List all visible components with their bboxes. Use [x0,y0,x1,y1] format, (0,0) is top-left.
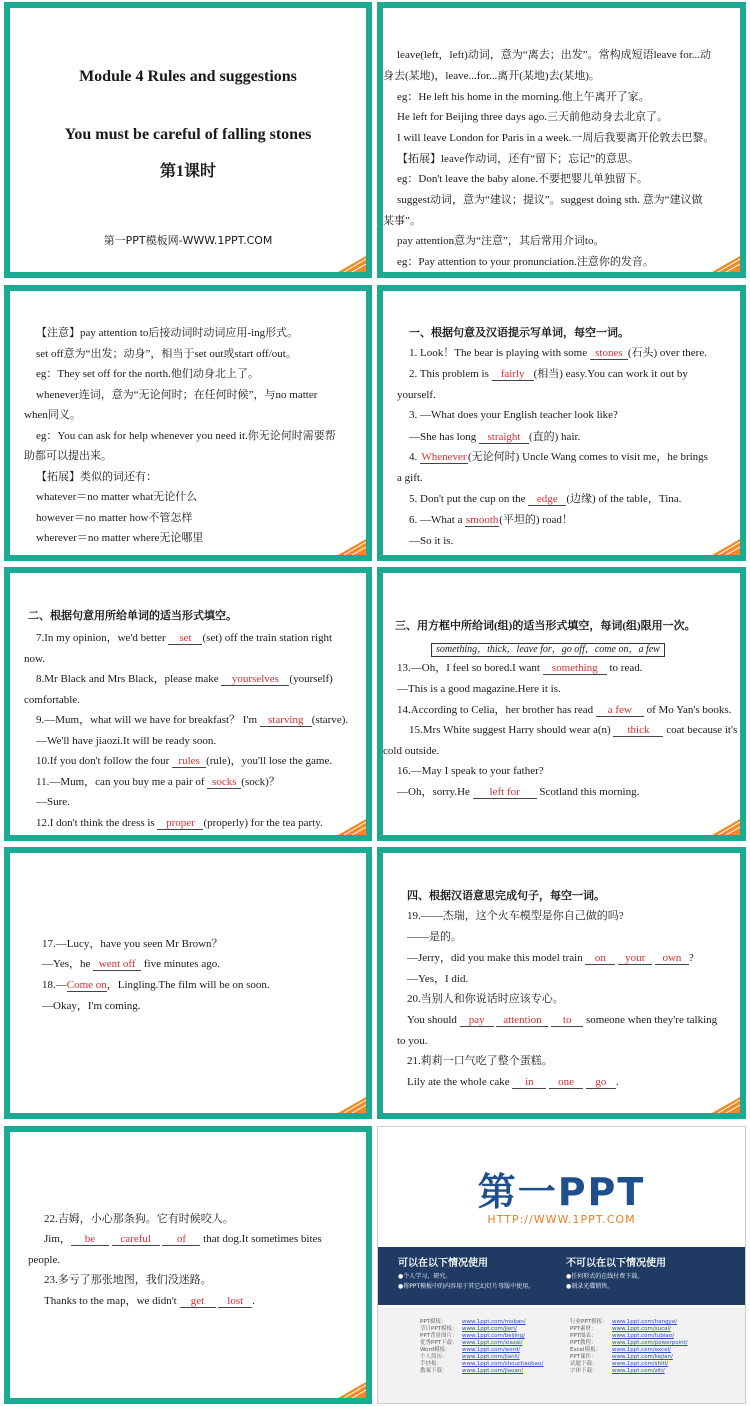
question-10: 10.If you don't follow the four rules (rule)，you'll lose the game. [36,755,333,767]
section-heading: 二、根据句意用所给单词的适当形式填空。 [28,610,237,622]
can-use-item: ●将PPT模板中的内容用于其它幻灯片母版中使用。 [398,1283,535,1290]
text-line: 【拓展】leave作动词，还有“留下；忘记”的意思。 [397,153,639,165]
text-line: whatever＝no matter what无论什么 [36,491,198,503]
answer-23-1: get [180,1295,216,1308]
text-line: eg：They set off for the north.他们动身北上了。 [36,368,259,380]
text-line: He left for Beijing three days ago.三天前他动身去北京了。 [397,111,668,123]
question-17-reply: —Yes，he went off five minutes ago. [42,958,220,970]
answer-4: Whenever [421,451,467,463]
question-19: 19.——杰瑞，这个火车模型是你自己做的吗? [407,910,624,922]
link-row[interactable]: PPT模板： www.1ppt.com/moban/ [420,1319,526,1325]
question-11-reply: —Sure. [36,796,70,808]
question-7: 7.In my opinion，we'd better set (set) off the train station right [36,632,333,644]
answer-22-1: be [71,1233,109,1246]
can-use-title: 可以在以下情况使用 [398,1258,488,1269]
section-heading: 三、用方框中所给词(组)的适当形式填空，每词(组)限用一次。 [395,620,696,632]
cannot-use-item: ●任何形式的在线付费下载。 [566,1273,644,1280]
unit-title: You must be careful of falling stones [64,126,312,143]
text-line: 【注意】pay attention to后接动词时动词应用-ing形式。 [36,327,299,339]
question-12: 12.I don't think the dress is proper (properly) for the tea party. [36,817,323,829]
answer-22-2: careful [112,1233,160,1246]
word-box: something，thick，leave for，go off，come on，a few [431,643,665,657]
answer-20-2: attention [496,1014,548,1027]
question-4: 4. Whenever(无论何时) Uncle Wang comes to visit me，he brings [409,451,708,463]
question-15: 15.Mrs White suggest Harry should wear a(n) thick coat because it's [409,724,738,736]
answer-2: fairly [492,368,534,381]
corner-decoration [712,819,740,835]
question-16: 16.—May I speak to your father? [397,765,544,777]
question-2-cont: yourself. [397,389,436,401]
question-22: 22.吉姆，小心那条狗。它有时候咬人。 [44,1213,234,1225]
answer-10: rules [172,755,206,768]
answer-17: went off [93,958,141,971]
link-row[interactable]: 字体下载： www.1ppt.com/ziti/ [570,1368,665,1374]
text-line: whenever连词，意为“无论何时；在任何时候”，与no matter [36,389,318,401]
question-13: 13.—Oh，I feel so bored.I want something to read. [397,662,643,674]
question-4-cont: a gift. [397,472,423,484]
text-line: eg：Pay attention to your pronunciation.注意你的发音。 [397,256,654,268]
link-row[interactable]: 节日PPT模板： www.1ppt.com/jieri/ [420,1326,517,1332]
link-row[interactable]: 教案下载： www.1ppt.com/jiaoan/ [420,1368,524,1374]
slide-footer: 第一PPT模板网-WWW.1PPT.COM [103,234,273,247]
question-9: 9.—Mum，what will we have for breakfast？ I'm starving (starve). [36,714,349,726]
corner-decoration [338,1382,366,1398]
corner-decoration [338,1097,366,1113]
answer-19-1: on [585,952,615,965]
question-8: 8.Mr Black and Mrs Black，please make yourselves (yourself) [36,673,333,685]
question-22-line3: people. [28,1254,61,1266]
slide-exercise-4 [377,847,746,1119]
question-20: 20.当别人和你说话时应该专心。 [407,993,564,1005]
link-row[interactable]: PPT课件： www.1ppt.com/kejian/ [570,1354,673,1360]
question-9-reply: —We'll have jiaozi.It will be ready soon. [36,735,217,747]
link-row[interactable]: 手抄报： www.1ppt.com/shouchaobao/ [420,1361,544,1367]
answer-11: socks [207,776,241,789]
answer-7: set [168,632,202,645]
text-line: eg：He left his home in the morning.他上午离开了家。 [397,91,650,103]
links-panel [378,1307,745,1403]
answer-13: something [543,662,607,675]
cannot-use-title: 不可以在以下情况使用 [566,1258,666,1269]
cannot-use-item: ●刻录光碟销售。 [566,1283,614,1290]
answer-16: left for [473,786,537,799]
question-18: 18.—Come on，Lingling.The film will be on soon. [42,979,270,991]
question-15-cont: cold outside. [383,745,440,757]
text-line: leave(left，left)动词，意为“离去；出发”。常构成短语leave for...动 [397,49,712,61]
link-row[interactable]: PPT背景图片： www.1ppt.com/beijing/ [420,1333,526,1339]
answer-5: edge [528,493,566,506]
question-17: 17.—Lucy，have you seen Mr Brown？ [42,938,223,950]
link-row[interactable]: Word模板： www.1ppt.com/word/ [420,1347,521,1353]
usage-banner [378,1247,745,1305]
link-row[interactable]: PPT教程： www.1ppt.com/powerpoint/ [570,1340,688,1346]
text-line: 身去(某地)，leave...for...离开(某地)去(某地)。 [383,70,600,82]
link-row[interactable]: 优秀PPT下载： www.1ppt.com/xiazai/ [420,1340,523,1346]
brand-url[interactable]: HTTP://WWW.1PPT.COM [487,1213,636,1226]
slide-exercise-2 [4,567,372,841]
question-23: 23.多亏了那张地图，我们没迷路。 [44,1274,212,1286]
slide-title [4,2,372,278]
question-20-line2: You should pay attention to someone when they're talking [407,1014,718,1026]
links-right [570,1319,688,1375]
question-5: 5. Don't put the cup on the edge (边缘) of the table，Tina. [409,493,682,505]
question-21: 21.莉莉一口气吃了整个蛋糕。 [407,1055,553,1067]
question-21-line2: Lily ate the whole cake in one go . [407,1076,619,1088]
answer-1: stones [590,347,628,360]
answer-19-2: your [618,952,652,965]
section-heading: 四、根据汉语意思完成句子，每空一词。 [407,890,605,902]
answer-18: Come on [66,979,107,991]
text-line: set off意为“出发；动身”，相当于set out或start off/out。 [36,348,297,360]
text-line: however＝no matter how不管怎样 [36,512,193,524]
question-19-line4: —Yes，I did. [407,973,469,985]
question-23-line2: Thanks to the map，we didn't get lost . [44,1295,255,1307]
answer-14: a few [596,704,644,717]
text-line: pay attention意为“注意”，其后常用介词to。 [397,235,605,247]
question-18-reply: —Okay，I'm coming. [42,1000,141,1012]
question-1: 1. Look！The bear is playing with some stones (石头) over there. [409,347,707,359]
corner-decoration [712,1097,740,1113]
answer-3: straight [479,431,529,444]
text-line: 【拓展】类似的词还有： [36,471,157,483]
text-line: I will leave London for Paris in a week.一周后我要离开伦敦去巴黎。 [397,132,715,144]
question-8-cont: comfortable. [24,694,80,706]
question-19-line2: ——是的。 [407,931,462,943]
links-left [420,1319,543,1375]
can-use-item: ●个人学习、研究。 [398,1273,452,1280]
link-row[interactable]: PPT图表： www.1ppt.com/tubiao/ [570,1333,674,1339]
corner-decoration [338,256,366,272]
answer-21-1: in [512,1076,546,1089]
answer-21-3: go [586,1076,616,1089]
slide-exercise-4-cont [4,1126,372,1404]
question-7-cont: now. [24,653,45,665]
answer-22-3: of [162,1233,200,1246]
slide-vocab-setoff [4,285,372,561]
answer-9: starving [260,714,312,727]
question-3: 3. —What does your English teacher look like? [409,409,618,421]
text-line: suggest动词，意为“建议；提议”。suggest doing sth. 意为“建议做 [397,194,703,206]
slide-exercise-1 [377,285,746,561]
text-line: 某事”。 [383,215,421,227]
corner-decoration [712,256,740,272]
module-title: Module 4 Rules and suggestions [79,68,297,85]
corner-decoration [338,539,366,555]
slide-exercise-3 [377,567,746,841]
answer-20-3: to [551,1014,583,1027]
answer-12: proper [157,817,203,830]
question-6-reply: —So it is. [409,535,454,547]
text-line: wherever＝no matter where无论哪里 [36,532,204,544]
link-row[interactable]: 个人简历： www.1ppt.com/jianli/ [420,1354,520,1360]
slide-vocab-leave [377,2,746,278]
question-19-line3: —Jerry，did you make this model train on your own ? [407,952,694,964]
link-row[interactable]: 行业PPT模板： www.1ppt.com/hangye/ [570,1319,678,1325]
link-row[interactable]: 试题下载： www.1ppt.com/shiti/ [570,1361,669,1367]
question-13-reply: —This is a good magazine.Here it is. [397,683,561,695]
corner-decoration [712,539,740,555]
text-line: eg：Don't leave the baby alone.不要把婴儿单独留下。 [397,173,648,185]
link-row[interactable]: PPT素材： www.1ppt.com/sucai/ [570,1326,671,1332]
link-row[interactable]: Excel模板： www.1ppt.com/excel/ [570,1347,671,1353]
brand-logo: 第一PPT [477,1170,646,1214]
answer-19-3: own [655,952,689,965]
answer-20-1: pay [460,1014,494,1027]
section-heading: 一、根据句意及汉语提示写单词，每空一词。 [409,327,629,339]
text-line: eg：You can ask for help whenever you need it.你无论何时需要帮 [36,430,336,442]
question-20-line3: to you. [397,1035,428,1047]
answer-23-2: lost [218,1295,252,1308]
answer-21-2: one [549,1076,583,1089]
lesson-title: 第1课时 [159,163,216,180]
text-line: 助都可以提出来。 [24,450,112,462]
question-11: 11.—Mum，can you buy me a pair of socks (sock)？ [36,776,280,788]
text-line: when同义。 [24,409,81,421]
corner-decoration [338,819,366,835]
question-14: 14.According to Celia，her brother has read a few of Mo Yan's books. [397,704,732,716]
question-6: 6. —What a smooth(平坦的) road！ [409,514,573,526]
question-3-reply: —She has long straight (直的) hair. [409,431,581,443]
question-2: 2. This problem is fairly (相当) easy.You can work it out by [409,368,688,380]
slide-exercise-3-cont [4,847,372,1119]
question-16-reply: —Oh，sorry.He left for Scotland this morning. [397,786,640,798]
question-22-line2: Jim， be careful of that dog.It sometimes bites [44,1233,322,1245]
answer-15: thick [613,724,663,737]
slide-brand [377,1126,746,1404]
answer-6: smooth [466,514,499,526]
answer-8: yourselves [221,673,289,686]
